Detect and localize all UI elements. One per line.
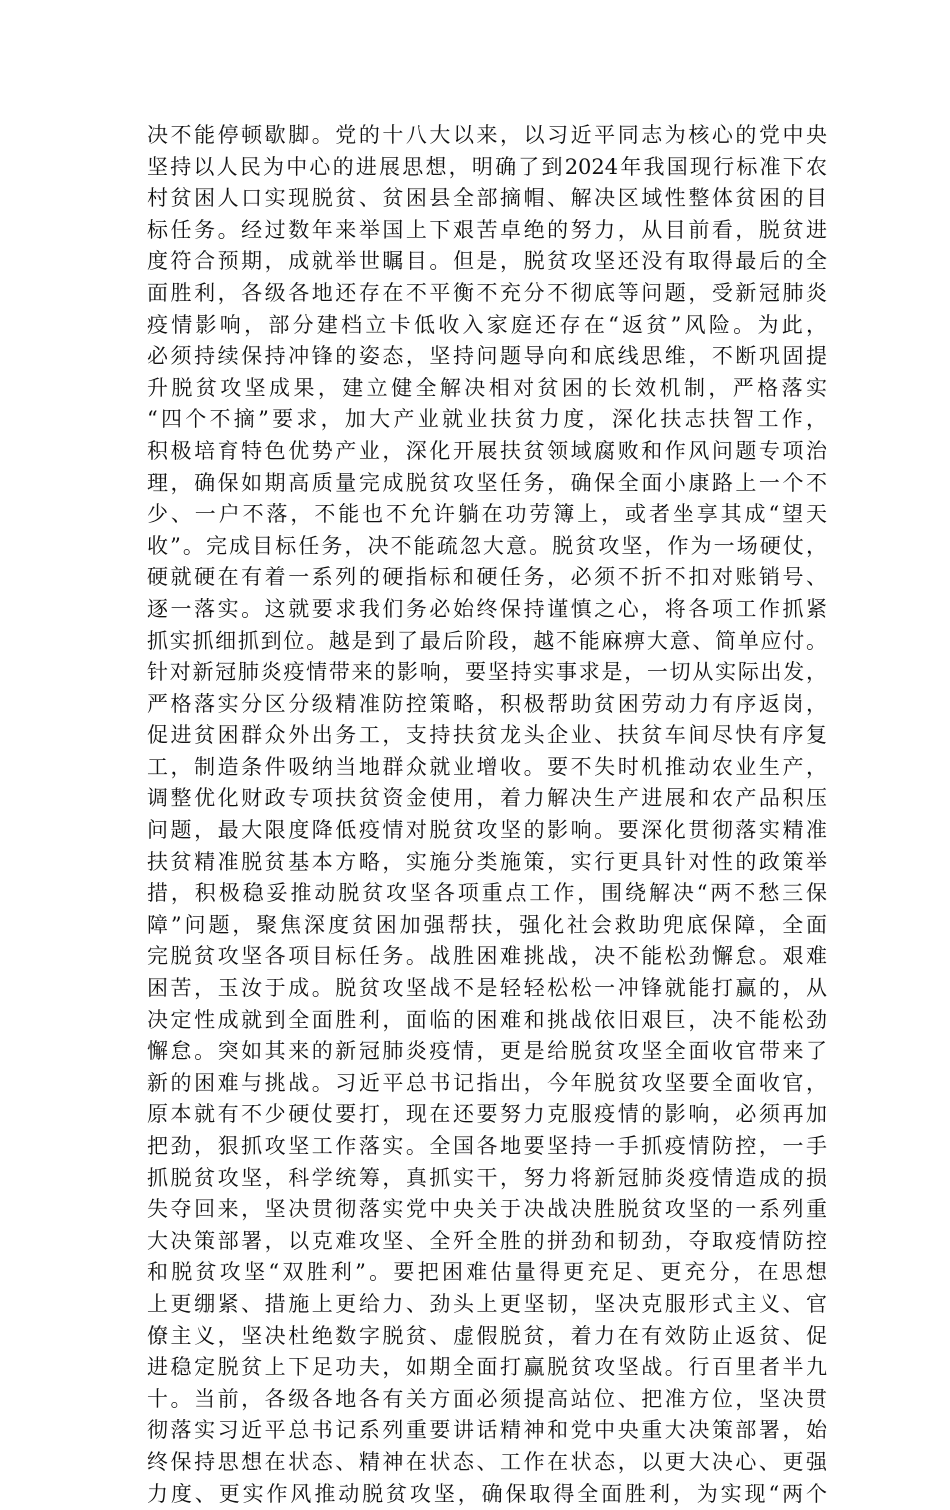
text-line: 问题，最大限度降低疫情对脱贫攻坚的影响。要深化贯彻落实精准: [147, 818, 827, 843]
text-line: 促进贫困群众外出务工，支持扶贫龙头企业、扶贫车间尽快有序复: [147, 723, 827, 748]
text-line: 调整优化财政专项扶贫资金使用，着力解决生产进展和农产品积压: [147, 786, 827, 811]
text-line: 困苦，玉汝于成。脱贫攻坚战不是轻轻松松一冲锋就能打赢的，从: [147, 976, 827, 1001]
text-line: 度符合预期，成就举世瞩目。但是，脱贫攻坚还没有取得最后的全: [147, 249, 827, 274]
text-line: 原本就有不少硬仗要打，现在还要努力克服疫情的影响，必须再加: [147, 1102, 827, 1127]
text-line: 进稳定脱贫上下足功夫，如期全面打赢脱贫攻坚战。行百里者半九: [147, 1355, 827, 1380]
text-line: “四个不摘”要求，加大产业就业扶贫力度，深化扶志扶智工作，: [147, 407, 827, 432]
text-line: 收”。完成目标任务，决不能疏忽大意。脱贫攻坚，作为一场硬仗，: [147, 533, 827, 558]
text-line: 工，制造条件吸纳当地群众就业增收。要不失时机推动农业生产，: [147, 754, 827, 779]
text-line: 理，确保如期高质量完成脱贫攻坚任务，确保全面小康路上一个不: [147, 470, 827, 495]
text-line: 终保持思想在状态、精神在状态、工作在状态，以更大决心、更强: [147, 1449, 827, 1474]
text-line: 大决策部署，以克难攻坚、全歼全胜的拼劲和韧劲，夺取疫情防控: [147, 1228, 827, 1253]
text-line: 针对新冠肺炎疫情带来的影响，要坚持实事求是，一切从实际出发，: [147, 660, 827, 685]
text-line: 措，积极稳妥推动脱贫攻坚各项重点工作，围绕解决“两不愁三保: [147, 881, 827, 906]
text-line: 抓脱贫攻坚，科学统筹，真抓实干，努力将新冠肺炎疫情造成的损: [147, 1165, 827, 1190]
text-line: 抓实抓细抓到位。越是到了最后阶段，越不能麻痹大意、简单应付。: [147, 628, 827, 653]
text-line: 面胜利，各级各地还存在不平衡不充分不彻底等问题，受新冠肺炎: [147, 280, 827, 305]
text-line: 少、一户不落，不能也不允许躺在功劳簿上，或者坐享其成“望天: [147, 502, 827, 527]
text-line: 完脱贫攻坚各项目标任务。战胜困难挑战，决不能松劲懈怠。艰难: [147, 944, 827, 969]
text-line: 决定性成就到全面胜利，面临的困难和挑战依旧艰巨，决不能松劲: [147, 1007, 827, 1032]
text-line: 障”问题，聚焦深度贫困加强帮扶，强化社会救助兜底保障，全面: [147, 912, 827, 937]
text-line: 积极培育特色优势产业，深化开展扶贫领域腐败和作风问题专项治: [147, 438, 827, 463]
text-line: 僚主义，坚决杜绝数字脱贫、虚假脱贫，着力在有效防止返贫、促: [147, 1323, 827, 1348]
text-line: 升脱贫攻坚成果，建立健全解决相对贫困的长效机制，严格落实: [147, 375, 827, 400]
text-line: 失夺回来，坚决贯彻落实党中央关于决战决胜脱贫攻坚的一系列重: [147, 1197, 827, 1222]
text-line: 扶贫精准脱贫基本方略，实施分类施策，实行更具针对性的政策举: [147, 849, 827, 874]
text-line: 村贫困人口实现脱贫、贫困县全部摘帽、解决区域性整体贫困的目: [147, 186, 827, 211]
text-line: 懈怠。突如其来的新冠肺炎疫情，更是给脱贫攻坚全面收官带来了: [147, 1039, 827, 1064]
text-line: 上更绷紧、措施上更给力、劲头上更坚韧，坚决克服形式主义、官: [147, 1291, 827, 1316]
text-line: 疫情影响，部分建档立卡低收入家庭还存在“返贫”风险。为此，: [147, 312, 827, 337]
text-line: 决不能停顿歇脚。党的十八大以来，以习近平同志为核心的党中央: [147, 123, 827, 147]
text-line: 十。当前，各级各地各有关方面必须提高站位、把准方位，坚决贯: [147, 1386, 827, 1411]
text-line: 和脱贫攻坚“双胜利”。要把困难估量得更充足、更充分，在思想: [147, 1260, 827, 1285]
text-line: 严格落实分区分级精准防控策略，积极帮助贫困劳动力有序返岗，: [147, 691, 827, 716]
body-paragraph: [147, 120, 827, 1510]
text-line: 新的困难与挑战。习近平总书记指出，今年脱贫攻坚要全面收官，: [147, 1070, 827, 1095]
text-line: 必须持续保持冲锋的姿态，坚持问题导向和底线思维，不断巩固提: [147, 344, 827, 369]
text-line: 标任务。经过数年来举国上下艰苦卓绝的努力，从目前看，脱贫进: [147, 217, 827, 242]
text-line: 力度、更实作风推动脱贫攻坚，确保取得全面胜利，为实现“两个: [147, 1481, 827, 1506]
text-line: 硬就硬在有着一系列的硬指标和硬任务，必须不折不扣对账销号、: [147, 565, 827, 590]
text-line: 坚持以人民为中心的进展思想，明确了到2024年我国现行标准下农: [147, 154, 827, 179]
text-line: 逐一落实。这就要求我们务必始终保持谨慎之心，将各项工作抓紧: [147, 596, 827, 621]
text-line: 彻落实习近平总书记系列重要讲话精神和党中央重大决策部署，始: [147, 1418, 827, 1443]
text-line: 把劲，狠抓攻坚工作落实。全国各地要坚持一手抓疫情防控，一手: [147, 1134, 827, 1158]
